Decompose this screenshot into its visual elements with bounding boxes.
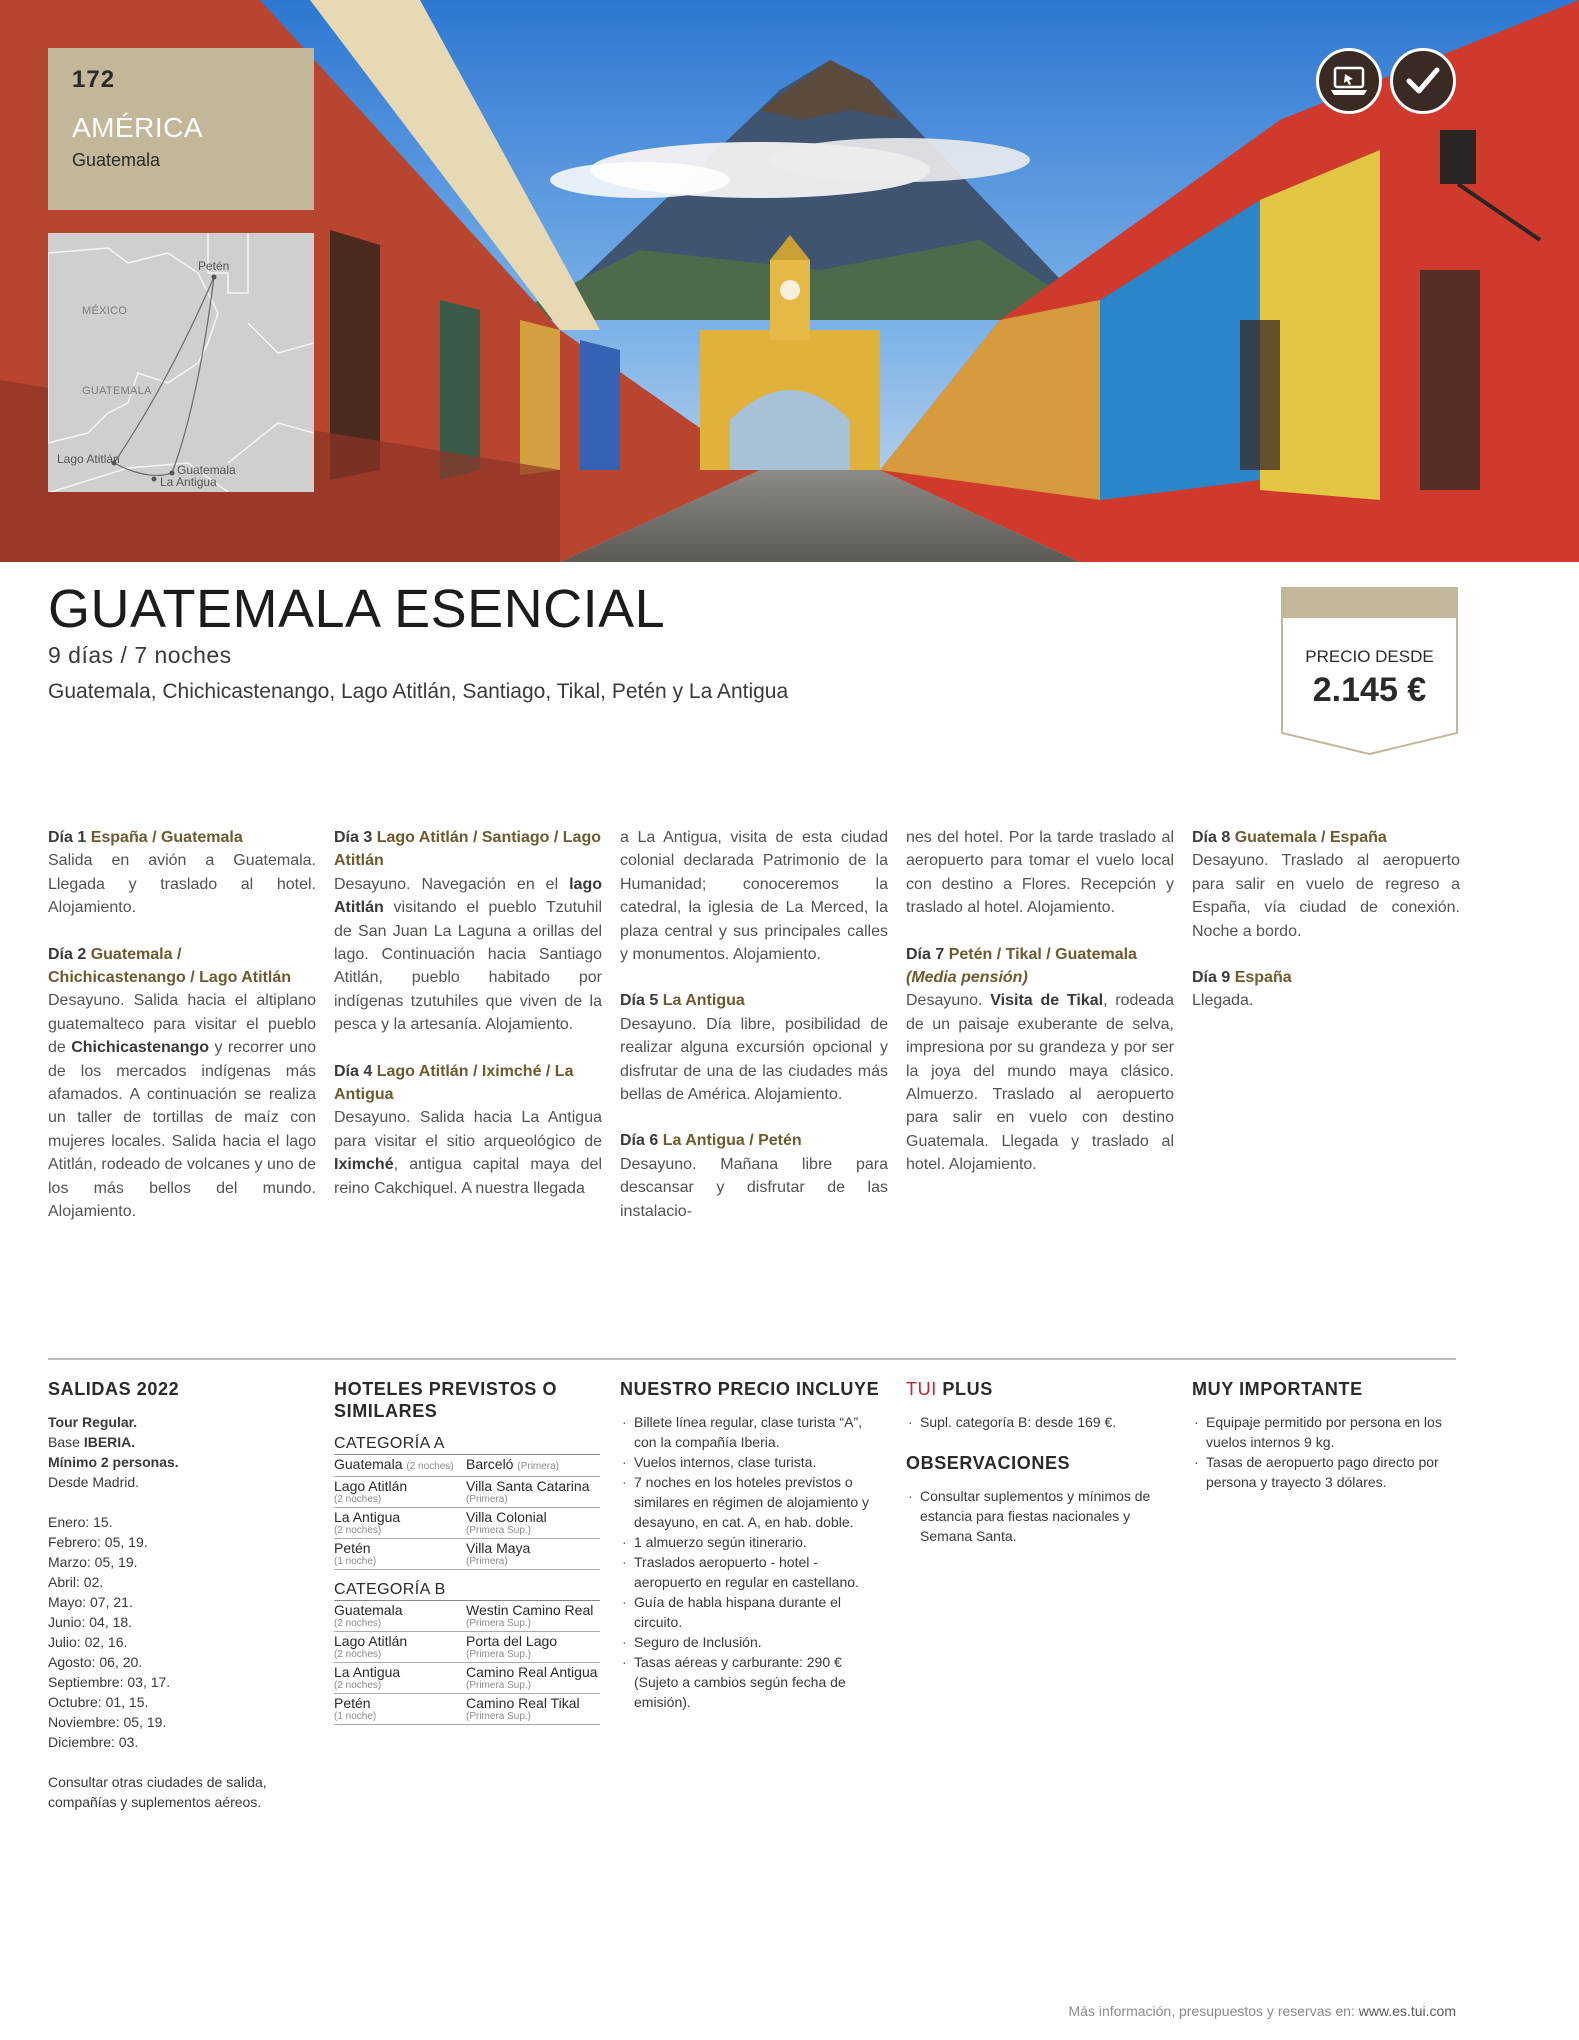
tui-plus-list [906,1412,1174,1432]
day-heading [334,1060,602,1107]
hotel-row: Petén (1 noche) Villa Maya (Primera) [334,1539,600,1570]
departure-month: Junio: 04, 18. [48,1614,133,1630]
salidas-section [48,1378,316,1812]
tui-plus-section [906,1378,1174,1546]
map-city-lago-atitlan: Lago Atitlán [57,452,120,466]
departure-month: Marzo: 05, 19. [48,1554,138,1570]
hoteles-title: HOTELES PREVISTOS O SIMILARES [334,1379,558,1421]
importante-title: MUY IMPORTANTE [1192,1379,1363,1399]
check-icon [1390,48,1456,114]
footer-url[interactable]: www.es.tui.com [1358,2003,1456,2019]
list-item: · Equipaje permitido por persona en los vuelos internos 9 kg. [1192,1412,1458,1452]
day-heading [620,989,888,1012]
list-item: · Consultar suplementos y mínimos de estancia para fiestas nacionales y Semana Santa. [906,1486,1174,1546]
trip-title: GUATEMALA ESENCIAL [48,579,666,639]
hero-image [0,0,1579,562]
minimo-personas: Mínimo 2 personas. [48,1454,179,1470]
departure-month: Febrero: 05, 19. [48,1534,148,1550]
price-badge [1281,587,1458,755]
day-title: Lago Atitlán / Iximché / La Antigua [334,1062,574,1104]
section-divider [48,1358,1456,1360]
footer-text: Más información, presupuestos y reservas en: [1068,2003,1359,2019]
day-text: Llegada. [1192,992,1254,1010]
footer [1069,2003,1457,2019]
list-item: · Vuelos internos, clase turista. [620,1452,888,1472]
incluye-list [620,1412,888,1712]
day-title: España [1234,969,1292,987]
day-subtitle: (Media pensión) [906,969,1028,987]
day-title: La Antigua / Petén [662,1132,802,1150]
list-item: · Supl. categoría B: desde 169 €. [906,1412,1174,1432]
list-item: · 7 noches en los hoteles previstos o similares en régimen de alojamiento y desayuno, en cat. A, en hab. doble. [620,1472,888,1532]
itinerary-column-3 [620,826,888,1223]
day-heading [620,1129,888,1152]
hotel-row: Lago Atitlán (2 noches) Villa Santa Catarina (Primera) [334,1477,600,1508]
list-item: · Seguro de Inclusión. [620,1632,888,1652]
country-name: Guatemala [72,150,161,170]
day-text: Desayuno. Día libre, posibilidad de realizar alguna excursión opcional y disfrutar de una de las ciudades más bellas de América. Alojamiento. [620,1015,888,1104]
category-title: CATEGORÍA B [334,1581,446,1598]
hoteles-section [334,1378,602,1735]
day-heading [1192,826,1460,849]
importante-section [1192,1378,1458,1492]
departure-month: Mayo: 07, 21. [48,1594,133,1610]
price-label: PRECIO DESDE [1305,647,1434,666]
list-item: · Tasas aéreas y carburante: 290 € (Sujeto a cambios según fecha de emisión). [620,1652,888,1712]
day-text: nes del hotel. Por la tarde traslado al aeropuerto para tomar el vuelo local con destino a Flores. Recepción y traslado al hotel. Alojamiento. [906,829,1174,917]
day-number: Día 4 [334,1062,373,1080]
list-item: · Guía de habla hispana durante el circuito. [620,1592,888,1632]
hotel-row: Guatemala (2 noches) Barceló (Primera) [334,1455,600,1477]
day-title: España / Guatemala [90,829,243,846]
day-heading [1192,966,1460,989]
day-number: Día 6 [620,1132,659,1150]
hotel-row: La Antigua (2 noches) Camino Real Antigua (Primera Sup.) [334,1663,600,1694]
hotel-table-a [334,1454,600,1570]
day-title: Lago Atitlán / Santiago / Lago Atitlán [334,829,601,870]
salidas-title: SALIDAS 2022 [48,1379,180,1399]
day-text: Desayuno. Salida hacia La Antigua para visitar el sitio arqueológico de Iximché, antigua capital maya del reino Cakchiquel. A nuestra llegada [334,1109,602,1197]
hotel-row: La Antigua (2 noches) Villa Colonial (Primera Sup.) [334,1508,600,1539]
departure-month: Noviembre: 05, 19. [48,1714,167,1730]
trip-route: Guatemala, Chichicastenango, Lago Atitlán, Santiago, Tikal, Petén y La Antigua [48,680,789,703]
hotel-row: Petén (1 noche) Camino Real Tikal (Primera Sup.) [334,1694,600,1725]
day-heading [334,826,602,873]
day-text: Desayuno. Mañana libre para descansar y disfrutar de las instalacio- [620,1155,888,1220]
day-text: Desayuno. Navegación en el lago Atitlán visitando el pueblo Tzutuhil de San Juan La Laguna a orillas del lago. Continuación hacia Santiago Atitlán, pueblo habitado por indígenas tzutuhiles que viven de la pesca y la artesanía. Alojamiento. [334,875,602,1034]
departure-month: Octubre: 01, 15. [48,1694,149,1710]
day-text: Desayuno. Visita de Tikal, rodeada de un paisaje exuberante de selva, impresiona por su grandeza y por ser la joya del mundo maya clásico. Almuerzo. Traslado al aeropuerto para salir en vuelo con destino Guatemala. Llegada y traslado al hotel. Alojamiento. [906,992,1174,1174]
trip-duration: 9 días / 7 noches [48,642,232,668]
departure-month: Agosto: 06, 20. [48,1654,143,1670]
desde-madrid: Desde Madrid. [48,1474,140,1490]
day-text: Salida en avión a Guatemala. Llegada y traslado al hotel. Alojamiento. [48,852,316,917]
itinerary-column-1 [48,826,316,1224]
salidas-note: Consultar otras ciudades de salida, compañías y suplementos aéreos. [48,1774,267,1810]
itinerary-column-5 [1192,826,1460,1013]
base-airline: Base IBERIA. [48,1434,136,1450]
itinerary-column-2 [334,826,602,1200]
list-item: · Traslados aeropuerto - hotel - aeropuerto en regular en castellano. [620,1552,888,1592]
day-text: Desayuno. Traslado al aeropuerto para salir en vuelo de regreso a España, vía ciudad de conexión. Noche a bordo. [1192,852,1460,940]
departure-month: Enero: 15. [48,1514,113,1530]
day-title: Guatemala / Chichicastenango / Lago Atitlán [48,945,291,987]
day-number: Día 7 [906,945,945,963]
tour-type: Tour Regular. [48,1414,138,1430]
hotel-row: Lago Atitlán (2 noches) Porta del Lago (Primera Sup.) [334,1632,600,1663]
list-item: · Billete línea regular, clase turista “A”, con la compañía Iberia. [620,1412,888,1452]
hotel-row: Guatemala (2 noches) Westin Camino Real (Primera Sup.) [334,1601,600,1632]
incluye-section [620,1378,888,1712]
day-heading [48,943,316,990]
day-heading [906,943,1174,966]
route-map [48,233,314,492]
departure-month: Diciembre: 03. [48,1734,139,1750]
price-value: 2.145 € [1312,671,1427,709]
departure-month: Julio: 02, 16. [48,1634,128,1650]
day-title: Guatemala / España [1234,829,1387,846]
region-name: AMÉRICA [72,112,204,143]
day-number: Día 8 [1192,829,1231,846]
day-text: a La Antigua, visita de esta ciudad colonial declarada Patrimonio de la Humanidad; conoceremos la catedral, la iglesia de La Merced, la plaza central y sus principales calles y monumentos. Alojamiento. [620,829,888,964]
day-number: Día 3 [334,829,373,846]
day-number: Día 5 [620,992,659,1010]
day-text: Desayuno. Salida hacia el altiplano guatemalteco para visitar el pueblo de Chichicastenango y recorrer uno de los mercados indígenas más afamados. A continuación se realiza un taller de tortillas de maíz con mujeres locales. Salida hacia el lago Atitlán, rodeado de volcanes y uno de los más bellos del mundo. Alojamiento. [48,992,316,1221]
laptop-icon [1316,48,1382,114]
hero-icons [1316,48,1456,114]
incluye-title: NUESTRO PRECIO INCLUYE [620,1379,880,1399]
day-heading [48,826,316,849]
observaciones-list [906,1486,1174,1546]
list-item: · 1 almuerzo según itinerario. [620,1532,888,1552]
map-city-peten: Petén [198,259,230,273]
region-box [48,48,314,210]
map-city-guatemala: Guatemala [177,463,236,477]
day-number: Día 1 [48,829,87,846]
category-title: CATEGORÍA A [334,1435,445,1452]
map-city-la-antigua: La Antigua [160,475,217,489]
hotel-table-b [334,1600,600,1725]
list-item: · Tasas de aeropuerto pago directo por persona y trayecto 3 dólares. [1192,1452,1458,1492]
page-number: 172 [72,66,116,93]
itinerary-column-4 [906,826,1174,1177]
map-label-mexico: MÉXICO [82,305,128,317]
day-number: Día 9 [1192,969,1231,987]
day-number: Día 2 [48,945,87,963]
departure-month: Abril: 02. [48,1574,104,1590]
day-title: Petén / Tikal / Guatemala [948,945,1137,963]
importante-list [1192,1412,1458,1492]
departure-month: Septiembre: 03, 17. [48,1674,171,1690]
day-title: La Antigua [662,992,745,1010]
map-label-guatemala: GUATEMALA [82,385,152,397]
tui-plus-title: TUI PLUS [906,1379,993,1399]
observaciones-title: OBSERVACIONES [906,1453,1071,1473]
